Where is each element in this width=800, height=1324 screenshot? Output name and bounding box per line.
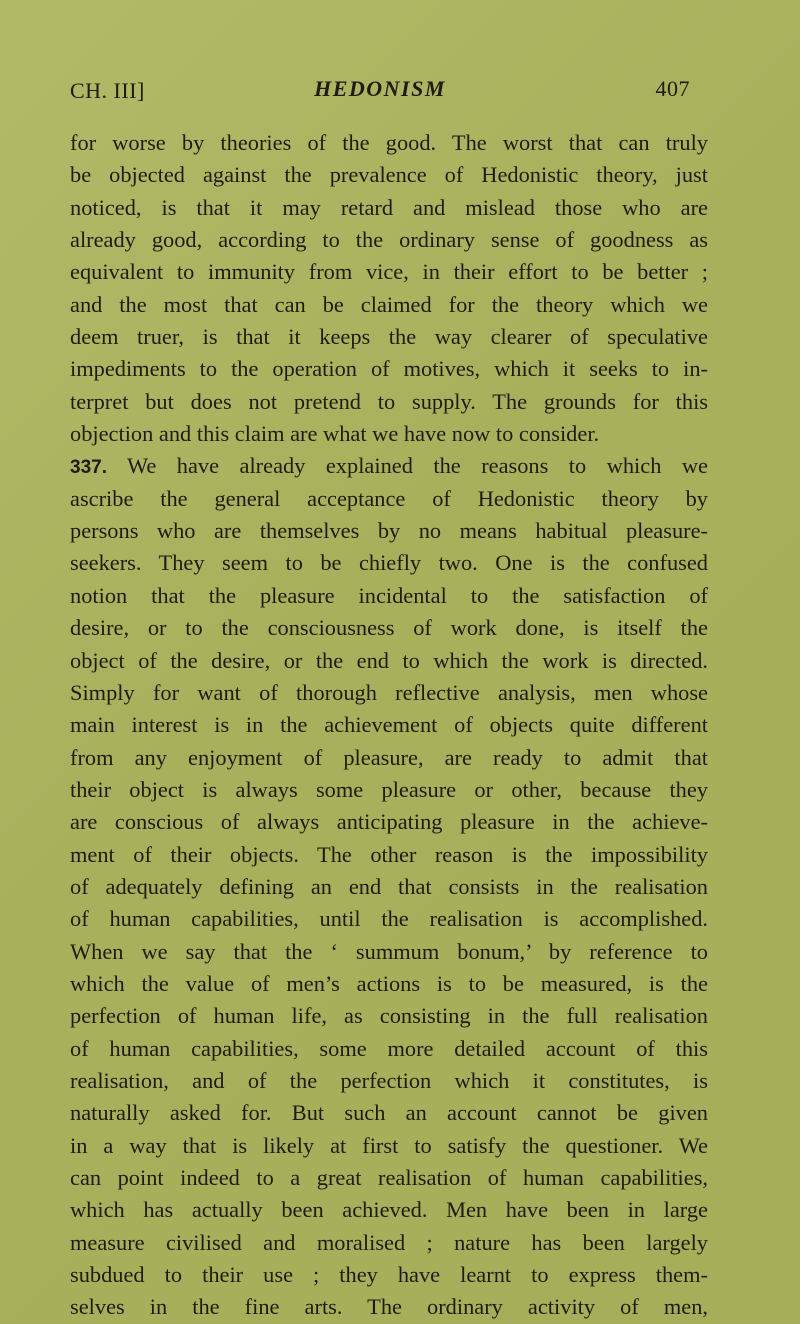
section-number: 337.: [70, 457, 107, 479]
text-line: selves in the fine arts. The ordinary activity of men,: [70, 1294, 708, 1320]
text-line: ment of their objects. The other reason is the impossibility: [70, 841, 708, 867]
text-line-content: We have already explained the reasons to which we: [127, 453, 708, 479]
text-line: subdued to their use ; they have learnt to express them-: [70, 1262, 708, 1288]
text-line: notion that the pleasure incidental to the satisfaction of: [70, 582, 708, 608]
text-line: naturally asked for. But such an account cannot be given: [70, 1100, 708, 1126]
text-line: impediments to the operation of motives, which it seeks to in-: [70, 356, 708, 382]
body-text: [70, 127, 708, 1324]
text-line: deem truer, is that it keeps the way clearer of speculative: [70, 324, 708, 350]
chapter-label: CH. III]: [70, 78, 145, 103]
text-line: main interest is in the achievement of objects quite different: [70, 712, 708, 738]
text-line: of human capabilities, some more detailed account of this: [70, 1035, 708, 1061]
text-line: be objected against the prevalence of Hedonistic theory, just: [70, 162, 708, 188]
text-line: measure civilised and moralised ; nature has been largely: [70, 1229, 708, 1255]
text-line: objection and this claim are what we have now to consider.: [70, 421, 600, 447]
text-line: desire, or to the consciousness of work done, is itself the: [70, 615, 708, 641]
section-first-line: [70, 450, 708, 482]
text-line: Simply for want of thorough reflective analysis, men whose: [70, 679, 708, 705]
text-line: from any enjoyment of pleasure, are ready to admit that: [70, 744, 708, 770]
text-line: already good, according to the ordinary sense of goodness as: [70, 227, 708, 253]
running-head: [70, 76, 690, 112]
text-line: and the most that can be claimed for the theory which we: [70, 291, 708, 317]
text-line: are conscious of always anticipating pleasure in the achieve-: [70, 809, 708, 835]
text-line: realisation, and of the perfection which it constitutes, is: [70, 1067, 708, 1093]
text-line: which the value of men’s actions is to be measured, is the: [70, 970, 708, 996]
page-number: 407: [655, 76, 690, 101]
text-line: object of the desire, or the end to which the work is directed.: [70, 647, 708, 673]
text-line: seekers. They seem to be chiefly two. One is the confused: [70, 550, 708, 576]
text-line: of human capabilities, until the realisation is accomplished.: [70, 906, 708, 932]
text-line: equivalent to immunity from vice, in their effort to be better ;: [70, 259, 708, 285]
text-line: persons who are themselves by no means habitual pleasure-: [70, 518, 708, 544]
text-line: for worse by theories of the good. The worst that can truly: [70, 130, 708, 155]
text-line: can point indeed to a great realisation of human capabilities,: [70, 1165, 708, 1190]
text-line: of adequately defining an end that consists in the realisation: [70, 873, 708, 899]
text-line: in a way that is likely at first to satisfy the questioner. We: [70, 1132, 708, 1158]
text-line: which has actually been achieved. Men have been in large: [70, 1197, 708, 1223]
running-title: HEDONISM: [314, 76, 446, 101]
text-line: perfection of human life, as consisting in the full realisation: [70, 1003, 708, 1029]
text-line: ascribe the general acceptance of Hedonistic theory by: [70, 485, 708, 511]
text-line: their object is always some pleasure or other, because they: [70, 776, 708, 802]
text-line: When we say that the ‘ summum bonum,’ by reference to: [70, 938, 708, 964]
text-line: terpret but does not pretend to supply. The grounds for this: [70, 388, 708, 414]
text-line: noticed, is that it may retard and mislead those who are: [70, 194, 708, 220]
